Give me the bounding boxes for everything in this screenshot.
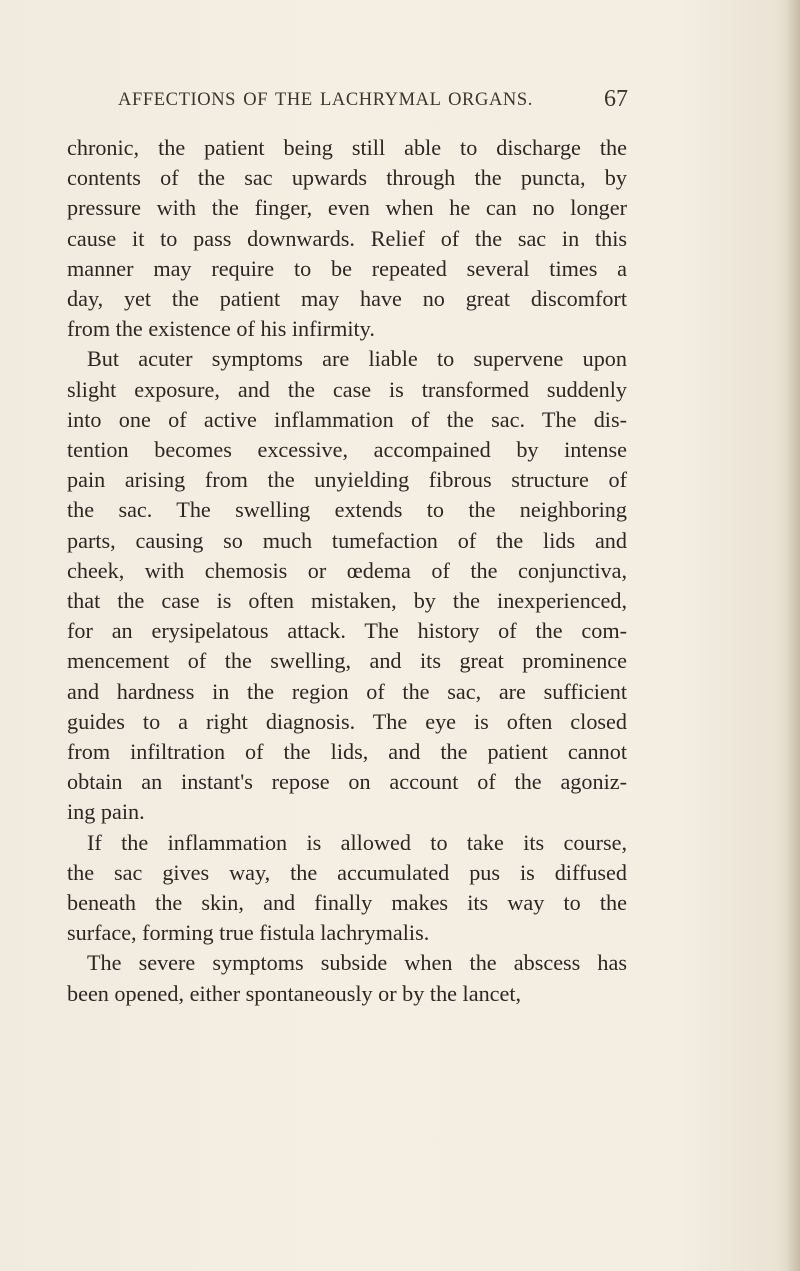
page-edge-shadow [786, 0, 800, 1271]
text-line: chronic, the patient being still able to discharge the [67, 135, 627, 160]
paragraph [67, 133, 627, 344]
text-line: pain arising from the unyielding fibrous structure of [67, 467, 627, 493]
text-line: pressure with the finger, even when he can no longer [67, 195, 627, 221]
text-line: tention becomes excessive, accompained by intense [67, 437, 627, 463]
body-text [67, 133, 627, 1009]
page-number: 67 [604, 86, 628, 112]
text-line: If the inflammation is allowed to take its course, [87, 829, 627, 855]
text-line: been opened, either spontaneously or by the lancet, [67, 980, 522, 1006]
text-line: ing pain. [67, 799, 145, 825]
text-line: that the case is often mistaken, by the inexperienced, [67, 588, 627, 614]
running-head-title: AFFECTIONS OF THE LACHRYMAL ORGANS. [118, 90, 533, 110]
text-line: cheek, with chemosis or œdema of the conjunctiva, [67, 557, 627, 583]
text-line: cause it to pass downwards. Relief of the sac in this [67, 225, 627, 251]
text-line: from the existence of his infirmity. [67, 316, 375, 342]
text-line: surface, forming true fistula lachrymalis. [67, 920, 430, 946]
text-line: slight exposure, and the case is transformed suddenly [67, 376, 627, 402]
text-line: into one of active inflammation of the sac. The dis- [67, 406, 627, 432]
text-line: The severe symptoms subside when the abscess has [87, 950, 627, 976]
text-line: guides to a right diagnosis. The eye is often closed [67, 708, 627, 734]
text-line: contents of the sac upwards through the puncta, by [67, 165, 627, 191]
text-line: day, yet the patient may have no great discomfort [67, 286, 627, 312]
running-head [118, 88, 628, 118]
text-line: But acuter symptoms are liable to supervene upon [87, 346, 627, 372]
text-line: the sac gives way, the accumulated pus is diffused [67, 859, 627, 885]
text-line: the sac. The swelling extends to the neighboring [67, 497, 627, 523]
text-line: and hardness in the region of the sac, are sufficient [67, 678, 627, 704]
text-line: from infiltration of the lids, and the patient cannot [67, 739, 627, 765]
text-line: for an erysipelatous attack. The history of the com- [67, 618, 627, 644]
text-line: mencement of the swelling, and its great prominence [67, 648, 627, 674]
paragraph [67, 948, 627, 1008]
paragraph [67, 344, 627, 827]
text-line: parts, causing so much tumefaction of the lids and [67, 527, 627, 553]
text-line: manner may require to be repeated several times a [67, 255, 627, 281]
text-line: beneath the skin, and finally makes its way to the [67, 890, 627, 916]
paragraph [67, 828, 627, 949]
text-line: obtain an instant's repose on account of the agoniz- [67, 769, 627, 795]
